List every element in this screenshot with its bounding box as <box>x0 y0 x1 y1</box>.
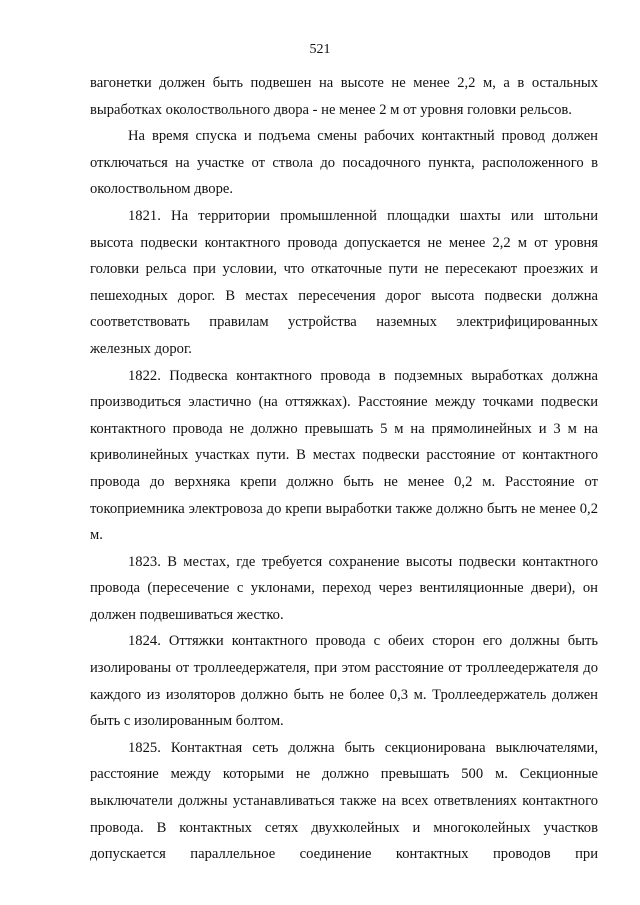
paragraph-1821: 1821. На территории промышленной площадки шахты или штольни высота подвески контактного провода допускается не менее 2,2 м от уровня головки рельса при условии, что откаточные пути не пересекают проезжих и пешеходных дорог. В местах пересечения дорог высота подвески должна соответствовать правилам устройства наземных электрифицированных железных дорог. <box>90 207 598 357</box>
paragraph-1822: 1822. Подвеска контактного провода в подземных выработках должна производиться эластично (на оттяжках). Расстояние между точками подвески контактного провода не должно превышать 5 м на прямолинейных и 3 м на криволинейных участках пути. В местах подвески расстояние от контактного провода до верхняка крепи должно быть не менее 0,2 м. Расстояние от токоприемника электровоза до крепи выработки также должно быть не менее 0,2 м. <box>90 367 598 544</box>
paragraph-shift-descent: На время спуска и подъема смены рабочих контактный провод должен отключаться на участке от ствола до посадочного пункта, расположенного в околоствольном дворе. <box>90 128 598 198</box>
paragraph-1824: 1824. Оттяжки контактного провода с обеих сторон его должны быть изолированы от троллеедержателя, при этом расстояние от троллеедержателя до каждого из изоляторов должно быть не более 0,3 м. Троллеедержатель должен быть с изолированным болтом. <box>90 633 598 730</box>
paragraph-1825: 1825. Контактная сеть должна быть секционирована выключателями, расстояние между которыми не должно превышать 500 м. Секционные выключатели должны устанавливаться также на всех ответвлениях контактного провода. В контактных сетях двухколейных и многоколейных участков допускается параллельное соединение контактных проводов при <box>90 739 598 863</box>
document-body <box>90 70 598 868</box>
paragraph-continuation: вагонетки должен быть подвешен на высоте не менее 2,2 м, а в остальных выработках околоствольного двора - не менее 2 м от уровня головки рельсов. <box>90 75 598 118</box>
page-number: 521 <box>309 42 331 57</box>
paragraph-1823: 1823. В местах, где требуется сохранение высоты подвески контактного провода (пересечение с уклонами, переход через вентиляционные двери), он должен подвешиваться жестко. <box>90 553 598 623</box>
